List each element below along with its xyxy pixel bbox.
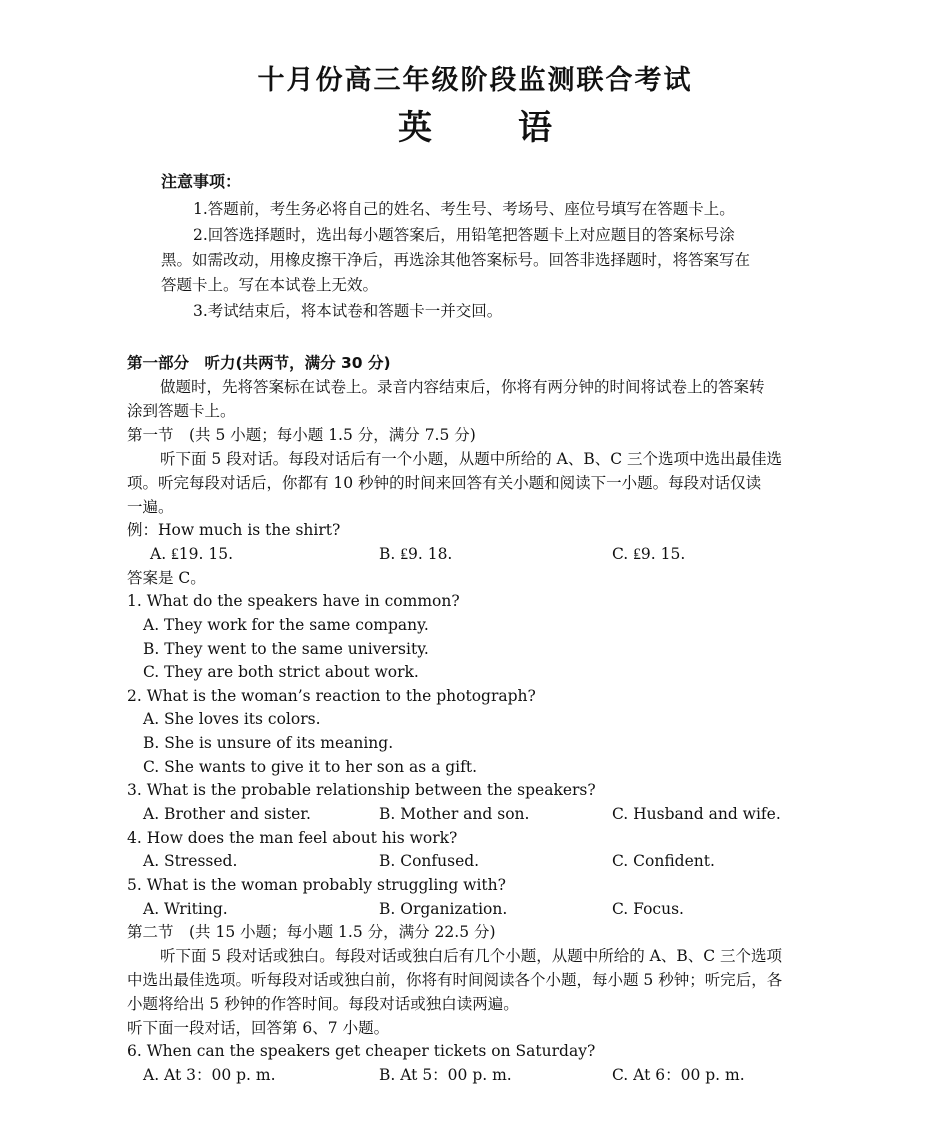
subject-title [0, 100, 950, 149]
section1-intro-line-3: 一遍。 [127, 498, 174, 516]
example-question: 例：How much is the shirt? [127, 521, 341, 539]
q5-option-a: A. Writing. [143, 900, 228, 918]
question-2: 2. What is the woman’s reaction to the photograph? [127, 687, 536, 705]
part1-heading: 第一部分 听力(共两节，满分 30 分) [127, 354, 391, 372]
q1-option-a: A. They work for the same company. [143, 616, 429, 634]
question-5: 5. What is the woman probably struggling with? [127, 876, 506, 894]
exam-title: 十月份高三年级阶段监测联合考试 [257, 65, 693, 96]
q3-option-c: C. Husband and wife. [612, 805, 781, 823]
q3-option-a: A. Brother and sister. [143, 805, 311, 823]
section1-intro-line-2: 项。听完每段对话后，你都有 10 秒钟的时间来回答有关小题和阅读下一小题。每段对话仅读 [127, 474, 762, 492]
q2-option-a: A. She loves its colors. [143, 710, 321, 728]
section1-intro-line-1: 听下面 5 段对话。每段对话后有一个小题，从题中所给的 A、B、C 三个选项中选出最佳选 [160, 450, 783, 468]
example-option-b: B. ₤9. 18. [379, 545, 453, 563]
q1-option-c: C. They are both strict about work. [143, 663, 419, 681]
q6-option-b: B. At 5：00 p. m. [379, 1066, 512, 1084]
q6-option-c: C. At 6：00 p. m. [612, 1066, 745, 1084]
q2-option-b: B. She is unsure of its meaning. [143, 734, 394, 752]
notice-item-3: 3.考试结束后，将本试卷和答题卡一并交回。 [193, 302, 503, 320]
notice-item-1: 1.答题前，考生务必将自己的姓名、考生号、考场号、座位号填写在答题卡上。 [193, 200, 735, 218]
q4-option-b: B. Confused. [379, 852, 480, 870]
example-option-c: C. ₤9. 15. [612, 545, 686, 563]
question-4: 4. How does the man feel about his work? [127, 829, 458, 847]
q4-option-c: C. Confident. [612, 852, 715, 870]
notice-item-2-line-2: 黑。如需改动，用橡皮擦干净后，再选涂其他答案标号。回答非选择题时，将答案写在 [161, 251, 751, 269]
question-3: 3. What is the probable relationship between the speakers? [127, 781, 596, 799]
example-answer: 答案是 C。 [127, 569, 206, 587]
notice-item-2-line-3: 答题卡上。写在本试卷上无效。 [161, 276, 379, 294]
q2-option-c: C. She wants to give it to her son as a gift. [143, 758, 478, 776]
section2-intro-line-1: 听下面 5 段对话或独白。每段对话或独白后有几个小题，从题中所给的 A、B、C 三个选项 [160, 947, 783, 965]
subject-char-2: 语 [518, 108, 552, 148]
q5-option-c: C. Focus. [612, 900, 684, 918]
section2-intro-line-2: 中选出最佳选项。听每段对话或独白前，你将有时间阅读各个小题，每小题 5 秒钟；听完后，各 [127, 971, 783, 989]
subject-char-1: 英 [398, 108, 432, 148]
q1-option-b: B. They went to the same university. [143, 640, 429, 658]
section2-instruction: 听下面一段对话，回答第 6、7 小题。 [127, 1019, 390, 1037]
q5-option-b: B. Organization. [379, 900, 508, 918]
part1-intro-line-1: 做题时，先将答案标在试卷上。录音内容结束后，你将有两分钟的时间将试卷上的答案转 [160, 378, 765, 396]
q4-option-a: A. Stressed. [143, 852, 238, 870]
section2-intro-line-3: 小题将给出 5 秒钟的作答时间。每段对话或独白读两遍。 [127, 995, 519, 1013]
section2-heading: 第二节 (共 15 小题；每小题 1.5 分，满分 22.5 分) [127, 923, 496, 941]
part1-intro-line-2: 涂到答题卡上。 [127, 402, 236, 420]
section1-heading: 第一节 (共 5 小题；每小题 1.5 分，满分 7.5 分) [127, 426, 476, 444]
q3-option-b: B. Mother and son. [379, 805, 530, 823]
question-1: 1. What do the speakers have in common? [127, 592, 460, 610]
notice-heading: 注意事项： [161, 172, 242, 191]
notice-item-2-line-1: 2.回答选择题时，选出每小题答案后，用铅笔把答题卡上对应题目的答案标号涂 [193, 226, 735, 244]
question-6: 6. When can the speakers get cheaper tickets on Saturday? [127, 1042, 596, 1060]
example-option-a: A. ₤19. 15. [150, 545, 234, 563]
q6-option-a: A. At 3：00 p. m. [143, 1066, 276, 1084]
